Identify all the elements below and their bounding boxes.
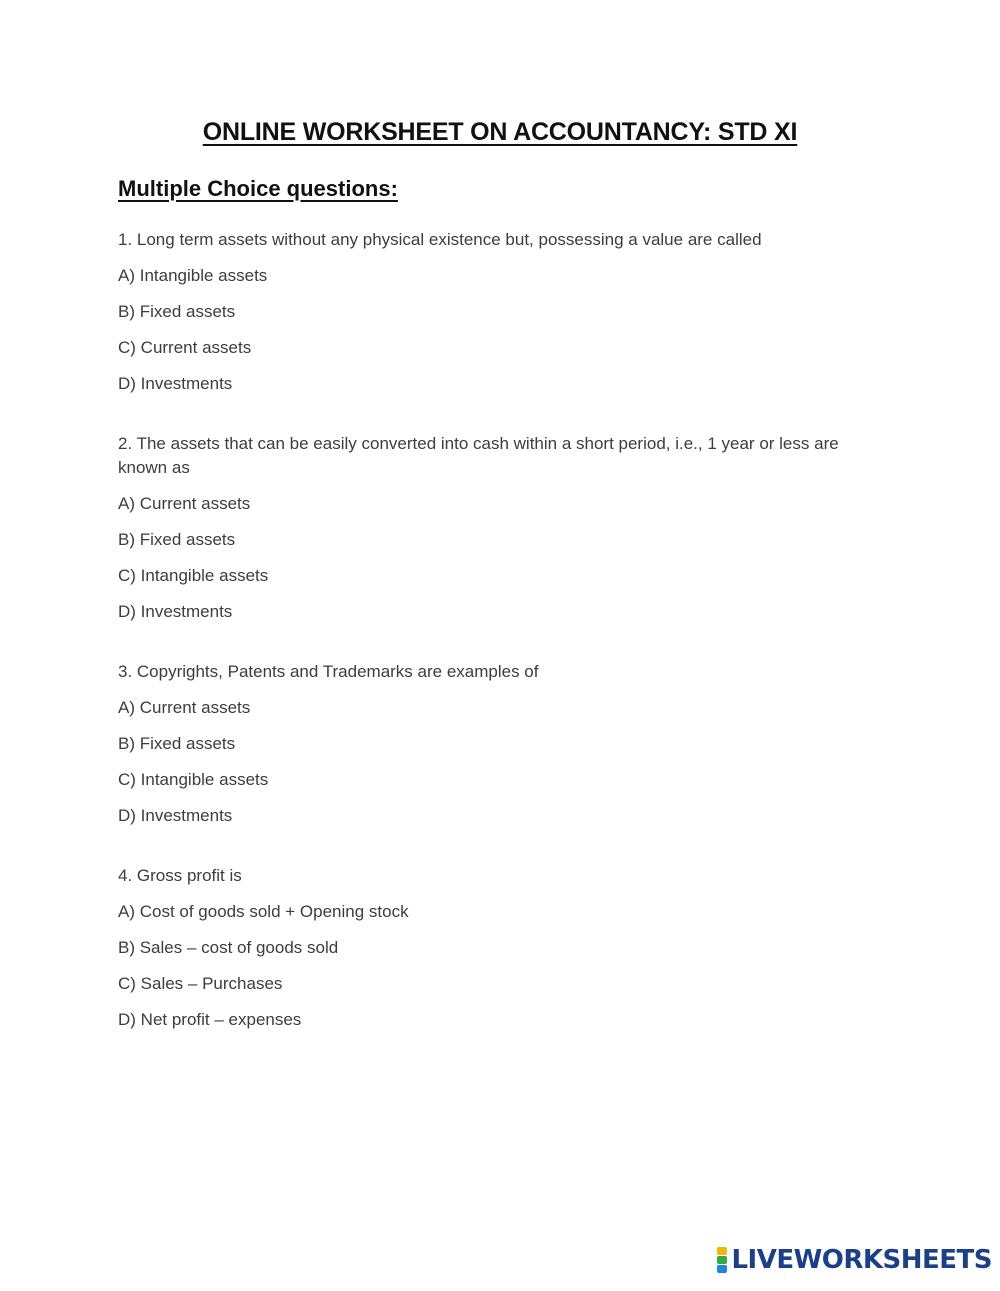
logo-block-blue bbox=[717, 1265, 727, 1273]
question-4 bbox=[118, 864, 888, 1032]
option-a: A) Current assets bbox=[118, 698, 251, 717]
question-text: 3. Copyrights, Patents and Trademarks are examples of bbox=[118, 662, 539, 681]
option-d: D) Investments bbox=[118, 374, 233, 393]
option-c: C) Intangible assets bbox=[118, 566, 269, 585]
option-a: A) Cost of goods sold + Opening stock bbox=[118, 902, 409, 921]
option-c: C) Sales – Purchases bbox=[118, 974, 283, 993]
option-a: A) Intangible assets bbox=[118, 266, 268, 285]
option-c: C) Intangible assets bbox=[118, 770, 269, 789]
logo-block-yellow bbox=[717, 1247, 727, 1255]
option-d: D) Net profit – expenses bbox=[118, 1010, 302, 1029]
question-text: 4. Gross profit is bbox=[118, 866, 242, 885]
question-3 bbox=[118, 660, 888, 828]
section-heading: Multiple Choice questions: bbox=[118, 176, 398, 201]
option-b: B) Fixed assets bbox=[118, 302, 236, 321]
option-d: D) Investments bbox=[118, 806, 233, 825]
question-text: 2. The assets that can be easily converted into cash within a short period, i.e., 1 year or less are known as bbox=[118, 434, 839, 477]
option-d: D) Investments bbox=[118, 602, 233, 621]
liveworksheets-logo bbox=[717, 1245, 992, 1275]
option-c: C) Current assets bbox=[118, 338, 252, 357]
option-b: B) Fixed assets bbox=[118, 734, 236, 753]
question-text: 1. Long term assets without any physical existence but, possessing a value are called bbox=[118, 230, 762, 249]
option-a: A) Current assets bbox=[118, 494, 251, 513]
question-list bbox=[118, 228, 888, 1068]
question-2 bbox=[118, 432, 888, 624]
page-title: ONLINE WORKSHEET ON ACCOUNTANCY: STD XI bbox=[202, 118, 798, 146]
logo-text: LIVEWORKSHEETS bbox=[731, 1245, 992, 1275]
question-1 bbox=[118, 228, 888, 396]
option-b: B) Fixed assets bbox=[118, 530, 236, 549]
logo-block-green bbox=[717, 1256, 727, 1264]
liveworksheets-logo-icon bbox=[717, 1247, 727, 1273]
option-b: B) Sales – cost of goods sold bbox=[118, 938, 339, 957]
